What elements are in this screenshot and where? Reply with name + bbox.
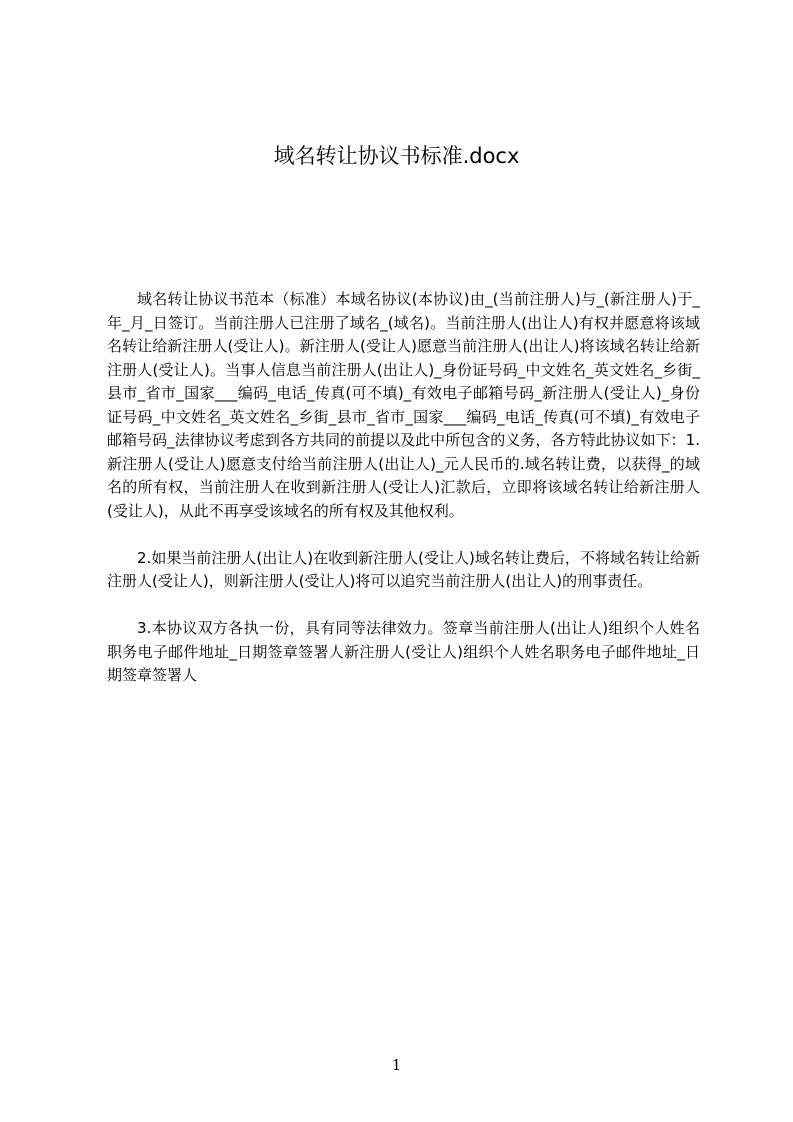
- paragraph-2: 2.如果当前注册人(出让人)在收到新注册人(受让人)域名转让费后，不将域名转让给新注册人(受让人)，则新注册人(受让人)将可以追究当前注册人(出让人)的刑事责任。: [107, 548, 700, 590]
- document-title: 域名转让协议书标准.docx: [273, 144, 520, 168]
- paragraph-3: 3.本协议双方各执一份，具有同等法律效力。签章当前注册人(出让人)组织个人姓名职务电子邮件地址_日期签章签署人新注册人(受让人)组织个人姓名职务电子邮件地址_日期签章签署人: [107, 619, 700, 684]
- document-body: [107, 288, 700, 711]
- page-number: 1: [391, 1056, 402, 1074]
- paragraph-1: 域名转让协议书范本（标准）本域名协议(本协议)由_(当前注册人)与_(新注册人)于_年_月_日签订。当前注册人已注册了域名_(域名)。当前注册人(出让人)有权并愿意将该域名转让给新注册人(受让人)。新注册人(受让人)愿意当前注册人(出让人)将该域名转让给新注册人(受让人)。当事人信息当前注册人(出让人)_身份证号码_中文姓名_英文姓名_乡街_县市_省市_国家___编码_电话_传真(可不填)_有效电子邮箱号码_新注册人(受让人)_身份证号码_中文姓名_英文姓名_乡街_县市_省市_国家___编码_电话_传真(可不填)_有效电子邮箱号码_法律协议考虑到各方共同的前提以及此中所包含的义务，各方特此协议如下：1.新注册人(受让人)愿意支付给当前注册人(出让人)_元人民币的.域名转让费，以获得_的域名的所有权，当前注册人在收到新注册人(受让人)汇款后，立即将该域名转让给新注册人(受让人)，从此不再享受该域名的所有权及其他权利。: [107, 290, 700, 520]
